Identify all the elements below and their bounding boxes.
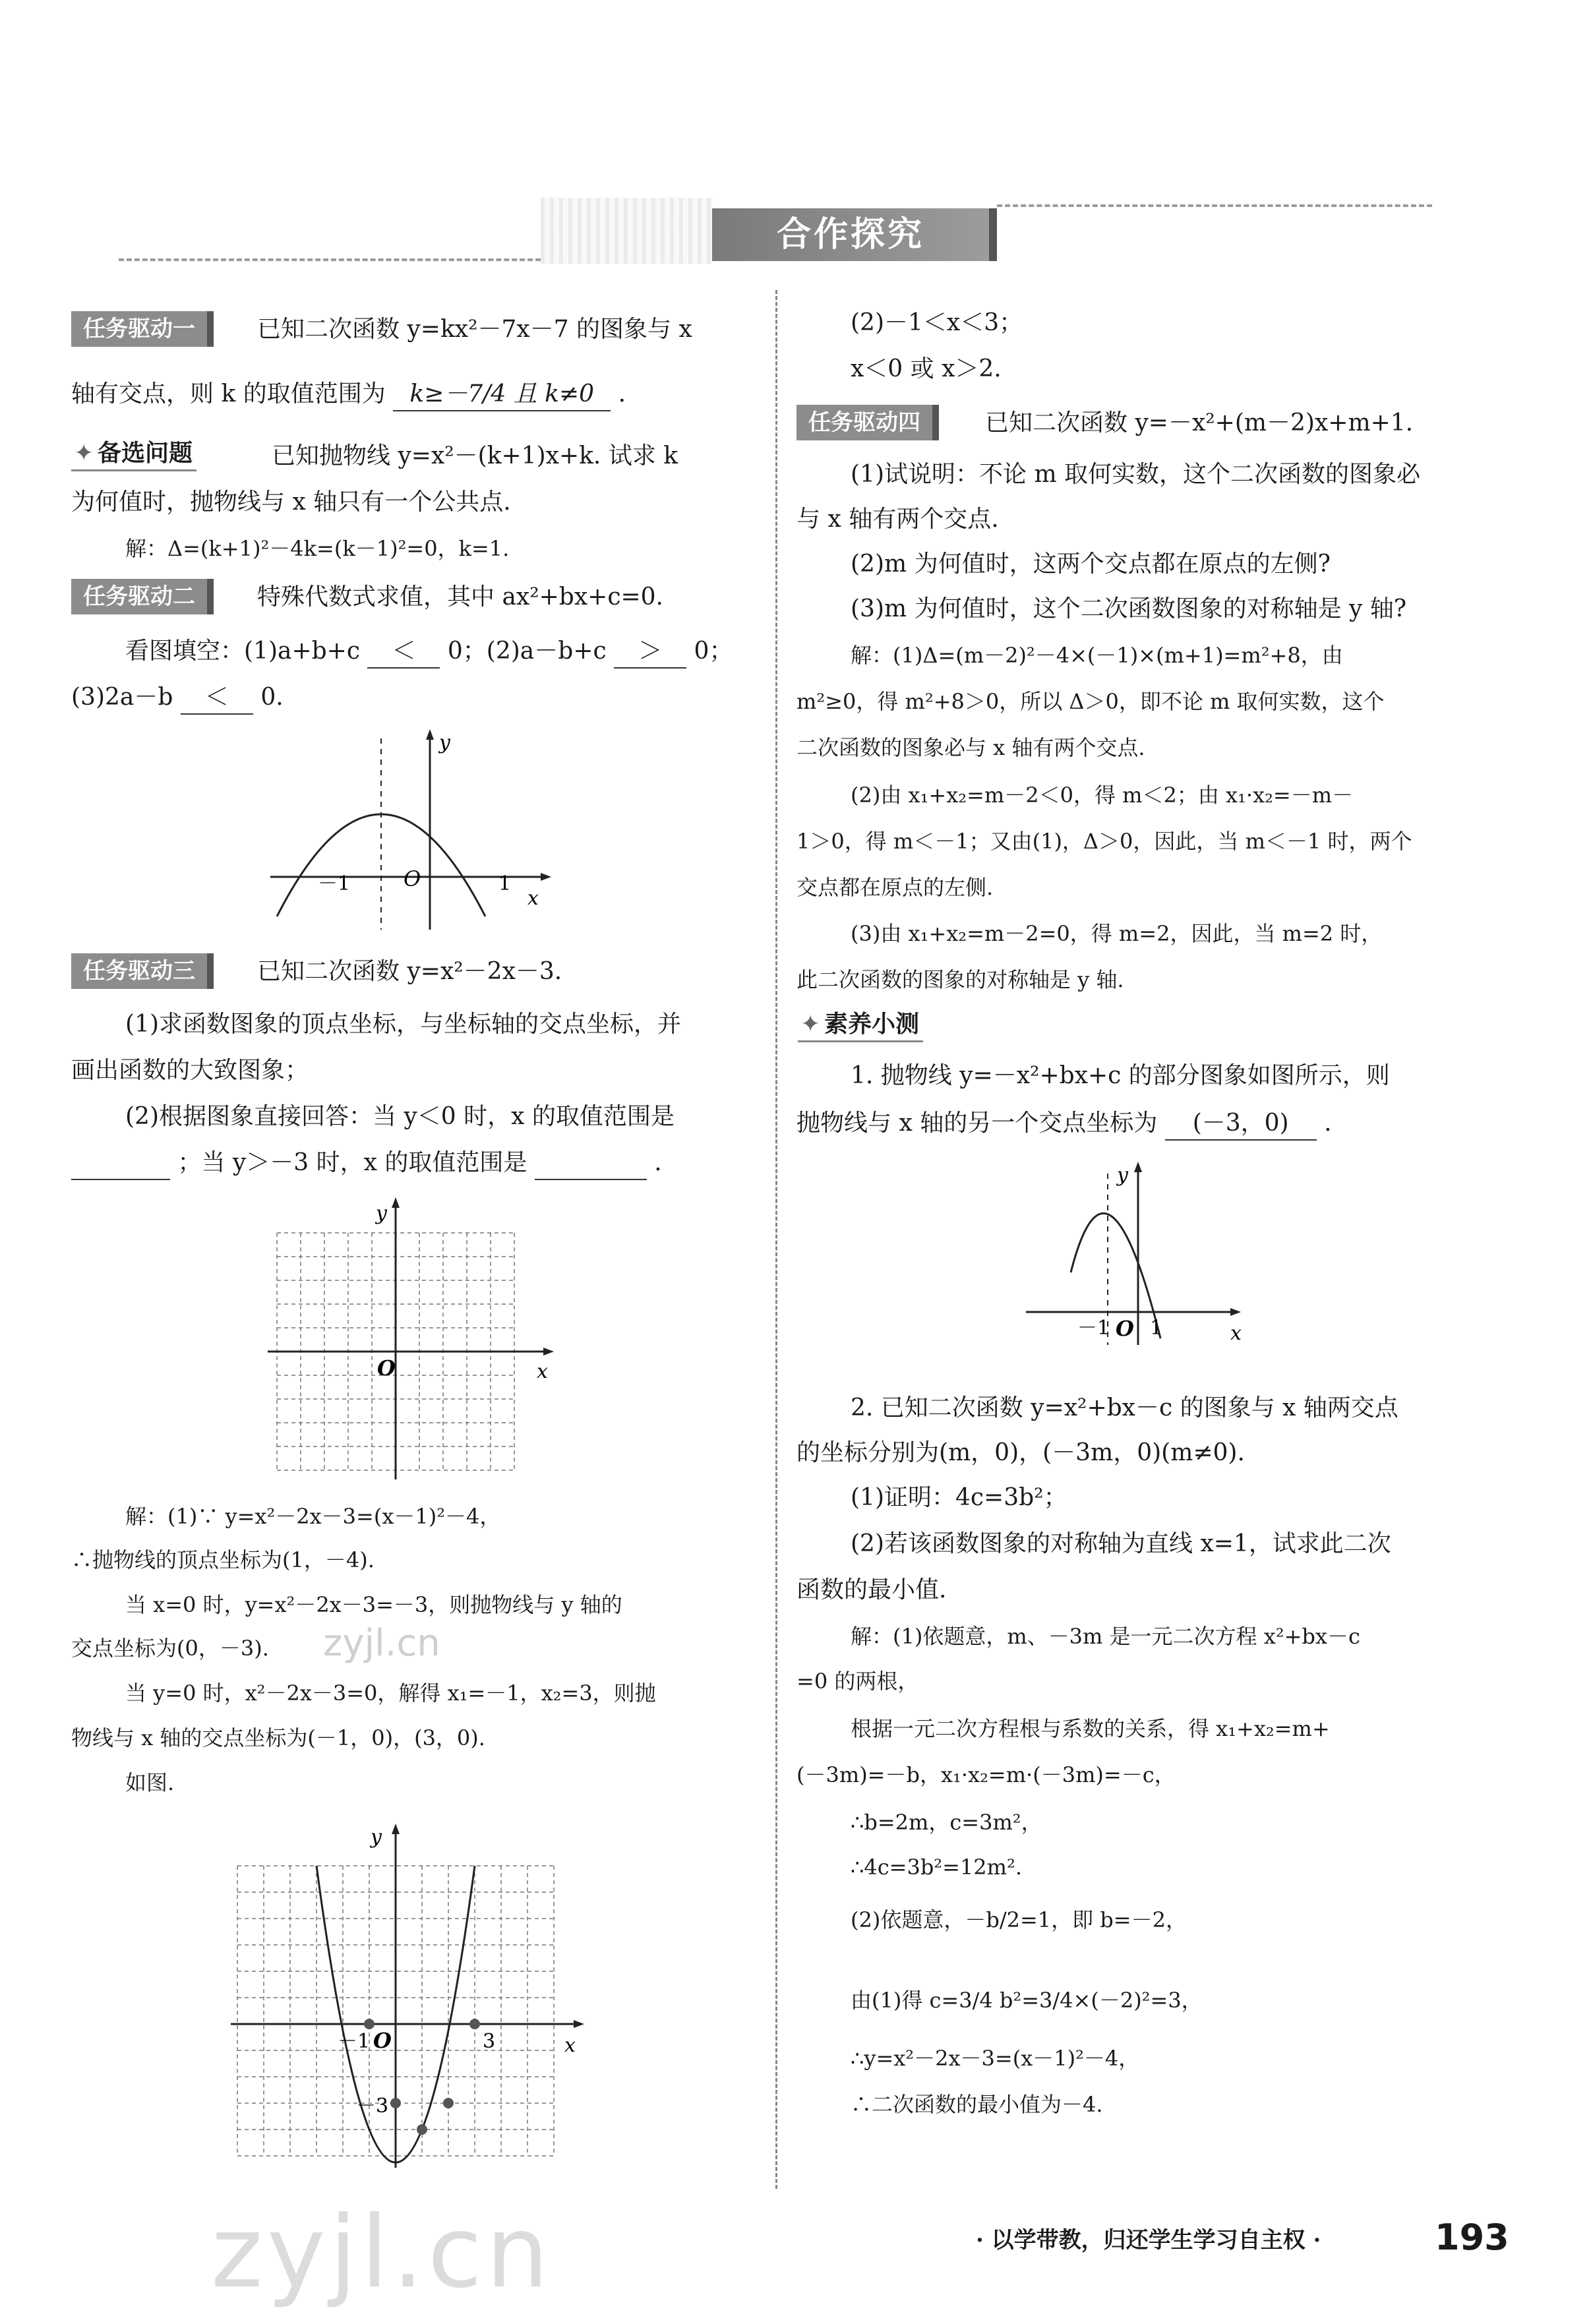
q1-text: 抛物线与 x 轴的另一个交点坐标为 [796,1110,1158,1137]
t1-line1: 已知二次函数 y=kx²－7x－7 的图象与 x [257,316,692,343]
t4-solution-5: 1＞0，得 m＜－1；又由(1)，Δ＞0，因此，当 m＜－1 时，两个 [796,829,1412,854]
q2-solution-7: (2)依题意，－b/2=1，即 b=－2， [851,1907,1187,1932]
column-divider [775,290,777,2189]
q2-solution-9: ∴y=x²－2x－3=(x－1)²－4， [851,2046,1140,2071]
banner-tail [989,208,997,261]
t3-line2: (1)求函数图象的顶点坐标，与坐标轴的交点坐标，并 [125,1011,681,1038]
q2-solution-10: ∴二次函数的最小值为－4. [851,2092,1103,2117]
g3-point-x-3 [469,2019,480,2029]
alt-question-tag: ✦ 备选问题 [71,438,196,471]
q1-answer: (－3，0) [1165,1108,1317,1141]
graph-4 [1022,1154,1273,1352]
task-tag-2: 任务驱动二 [71,579,214,614]
g3-tick-neg3: －3 [356,2095,389,2118]
q2-solution-6: ∴4c=3b²=12m². [851,1855,1022,1880]
g3-tick-neg1: －1 [338,2030,371,2053]
t3-blank-1 [71,1147,170,1180]
t2-answer-2: ＞ [614,636,686,669]
t1-end: . [618,380,626,407]
g4-y-arrow [1134,1162,1142,1172]
t2-answer-1: ＜ [367,636,440,669]
g1-tick-1: 1 [498,872,512,895]
t3-solution-1: 解：(1)∵ y=x²－2x－3=(x－1)²－4， [125,1504,501,1529]
banner-decoration [541,198,712,264]
right-line-1: (2)－1＜x＜3； [851,309,1023,336]
t4-line1: 已知二次函数 y=－x²+(m－2)x+m+1. [985,409,1414,436]
q1-end: . [1324,1110,1332,1137]
g3-point-y-neg3 [390,2098,401,2108]
t4-solution-4: (2)由 x₁+x₂=m－2＜0，得 m＜2；由 x₁·x₂=－m－ [851,783,1354,808]
g3-tick-3: 3 [483,2030,496,2053]
g3-point-vertex [417,2124,427,2135]
t4-solution-7: (3)由 x₁+x₂=m－2=0，得 m=2，因此，当 m=2 时， [851,921,1383,946]
t2-l2b: 0；(2)a－b+c [447,638,607,665]
q1-line1: 1. 抛物线 y=－x²+bx+c 的部分图象如图所示，则 [851,1062,1390,1089]
t4-solution-1: 解：(1)Δ=(m－2)²－4×(－1)×(m+1)=m²+8，由 [851,643,1343,668]
q2-line3: (1)证明：4c=3b²； [851,1484,1067,1511]
task-tag-3: 任务驱动三 [71,953,214,989]
banner-line-right [997,204,1432,207]
t2-l3b: 0. [260,684,284,711]
g1-origin-label: O [404,866,421,891]
t3-solution-5: 当 y=0 时，x²－2x－3=0，解得 x₁=－1，x₂=3，则抛 [125,1681,656,1706]
g4-tick-neg1: －1 [1077,1317,1110,1340]
q2-line4: (2)若该函数图象的对称轴为直线 x=1，试求此二次 [851,1530,1391,1557]
t3-blank-2 [535,1147,647,1180]
g3-y-label: y [371,1826,382,1849]
t1-text: 轴有交点，则 k 的取值范围为 [71,380,386,407]
right-line-2: x＜0 或 x＞2. [851,355,1002,382]
t3-solution-6: 物线与 x 轴的交点坐标为(－1，0)，(3，0). [71,1725,485,1750]
t4-line5: (3)m 为何值时，这个二次函数图象的对称轴是 y 轴? [851,595,1407,622]
alt-line2: 为何值时，抛物线与 x 轴只有一个公共点. [71,489,511,516]
page-number: 193 [1435,2217,1509,2258]
t2-l3a: (3)2a－b [71,684,173,711]
graph-3-parabola [218,1806,593,2176]
g4-x-arrow [1230,1308,1241,1316]
t1-answer: k≥－7/4 且 k≠0 [393,378,611,411]
g1-tick-neg1: －1 [318,872,351,895]
g3-origin-label: O [373,2028,392,2053]
t3-l5b: . [654,1149,662,1176]
g2-x-label: x [537,1360,548,1383]
g2-x-arrow [543,1348,554,1356]
t3-line3: 画出函数的大致图象； [71,1057,309,1084]
quiz-tag: ✦ 素养小测 [798,1009,923,1042]
t2-line1: 特殊代数式求值，其中 ax²+bx+c=0. [257,583,663,611]
task-tag-1: 任务驱动一 [71,311,214,347]
g4-x-label: x [1230,1322,1242,1345]
q1-line2 [796,1108,1332,1141]
section-title: 合作探究 [712,208,989,261]
t2-line3 [71,682,284,715]
t3-line4: (2)根据图象直接回答：当 y＜0 时，x 的取值范围是 [125,1103,675,1130]
g2-y-label: y [376,1202,387,1225]
t2-l2a: 看图填空：(1)a+b+c [125,638,360,665]
g4-tick-1: 1 [1150,1317,1163,1340]
t4-solution-6: 交点都在原点的左侧. [796,875,994,900]
g4-origin-label: O [1116,1316,1134,1341]
g3-x-arrow [574,2020,584,2028]
q2-line1: 2. 已知二次函数 y=x²+bx－c 的图象与 x 轴两交点 [851,1394,1398,1421]
t2-l2c: 0； [694,638,733,665]
alt-line1: 已知抛物线 y=x²－(k+1)x+k. 试求 k [272,442,678,469]
t3-line5 [71,1147,662,1180]
q2-solution-5: ∴b=2m，c=3m²， [851,1810,1042,1835]
g1-y-label: y [439,731,450,754]
q2-solution-4: (－3m)=－b，x₁·x₂=m·(－3m)=－c， [796,1762,1176,1787]
t4-solution-2: m²≥0，得 m²+8＞0，所以 Δ＞0，即不论 m 取何实数，这个 [796,689,1385,714]
t2-answer-3: ＜ [181,682,253,715]
q2-line5: 函数的最小值. [796,1576,947,1603]
t4-solution-8: 此二次函数的图象的对称轴是 y 轴. [796,967,1124,992]
t4-line4: (2)m 为何值时，这两个交点都在原点的左侧? [851,551,1331,578]
t3-solution-7: 如图. [125,1770,175,1795]
t3-solution-3: 当 x=0 时，y=x²－2x－3=－3，则抛物线与 y 轴的 [125,1592,622,1617]
q2-solution-1: 解：(1)依题意，m、－3m 是一元二次方程 x²+bx－c [851,1624,1360,1649]
t3-line1: 已知二次函数 y=x²－2x－3. [257,958,562,985]
footer-slogan: · 以学带教，归还学生学习自主权 · [976,2227,1321,2253]
g3-x-label: x [564,2034,576,2057]
watermark-small: zyjl.cn [323,1622,440,1665]
g3-point-sym [443,2098,454,2108]
g1-x-label: x [527,887,539,910]
q2-solution-8: 由(1)得 c=3/4 b²=3/4×(－2)²=3， [851,1988,1203,2013]
t4-solution-3: 二次函数的图象必与 x 轴有两个交点. [796,735,1145,760]
t2-line2 [125,636,733,669]
alt-solution: 解：Δ=(k+1)²－4k=(k－1)²=0，k=1. [125,536,510,561]
g3-y-arrow [392,1824,400,1834]
banner-line-left [119,258,541,261]
graph-2-grid [264,1187,560,1490]
t3-l5a: ；当 y＞－3 时，x 的取值范围是 [177,1149,527,1176]
t3-solution-4: 交点坐标为(0，－3). [71,1636,269,1661]
t4-line2: (1)试说明：不论 m 取何实数，这个二次函数的图象必 [851,461,1421,488]
task-tag-4: 任务驱动四 [796,405,939,440]
t4-line3: 与 x 轴有两个交点. [796,506,999,533]
watermark-large: zyjl.cn [211,2195,553,2310]
q2-solution-2: =0 的两根， [796,1669,919,1694]
g4-y-label: y [1117,1164,1128,1187]
graph-1 [264,725,554,936]
q2-line2: 的坐标分别为(m，0)，(－3m，0)(m≠0). [796,1439,1245,1466]
g1-x-arrow [541,873,551,881]
t1-line2 [71,378,626,411]
t3-solution-2: ∴抛物线的顶点坐标为(1，－4). [71,1547,375,1572]
g2-origin-label: O [377,1356,396,1381]
g1-y-arrow [426,729,434,740]
g2-y-arrow [392,1197,400,1208]
q2-solution-3: 根据一元二次方程根与系数的关系，得 x₁+x₂=m+ [851,1716,1330,1741]
